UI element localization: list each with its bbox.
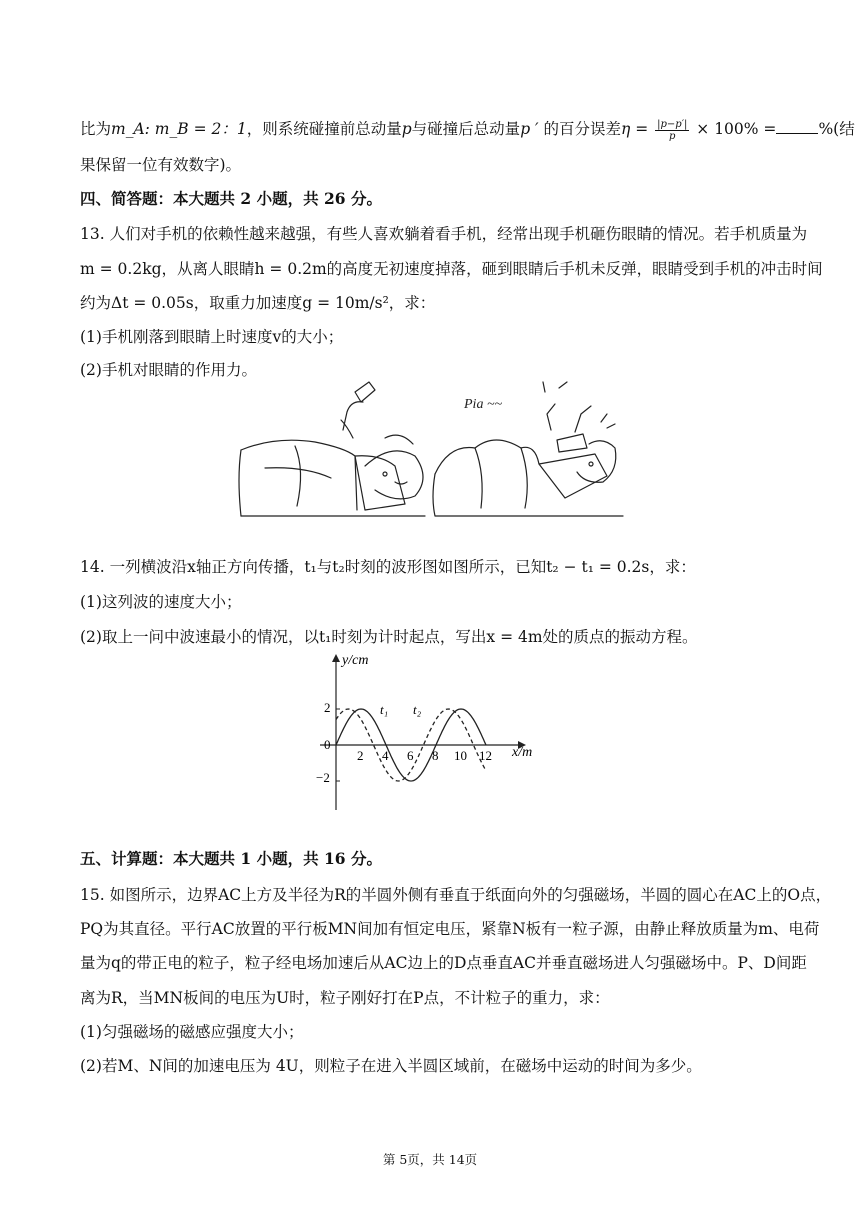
answer-blank[interactable] (776, 119, 818, 134)
q13-part2: (2)手机对眼睛的作用力。 (80, 361, 257, 379)
series-label-t2: t₂ (413, 702, 422, 717)
symbol-eta: η = (621, 120, 649, 138)
y-tick-label-2: 2 (324, 700, 331, 715)
x-axis-label: x/m (512, 745, 533, 760)
text: %(结 (818, 120, 855, 138)
q15-part2: (2)若M、N间的加速电压为 4U，则粒子在进入半圆区域前，在磁场中运动的时间为多少。 (80, 1057, 702, 1075)
symbol-p-prime: p ′ (520, 120, 539, 138)
symbol-p: p (401, 120, 412, 138)
x-tick-label: 12 (479, 748, 492, 763)
q13-part1: (1)手机刚落到眼睛上时速度v的大小； (80, 328, 344, 346)
q13-line2: m = 0.2kg，从离人眼睛h = 0.2m的高度无初速度掉落，砸到眼睛后手机未反弹，眼睛受到手机的冲击时间 (80, 260, 823, 278)
x-tick-label: 6 (407, 748, 414, 763)
y-tick-label-neg2: −2 (316, 770, 330, 785)
q13-line3: 约为Δt = 0.05s，取重力加速度g = 10m/s²，求： (80, 294, 436, 312)
q15-line2: PQ为其直径。平行AC放置的平行板MN间加有恒定电压，紧靠N板有一粒子源，由静止释放质量为m、电荷 (80, 920, 820, 938)
phone-drop-illustration (235, 378, 625, 524)
page-footer: 第 5页，共 14页 (382, 1152, 478, 1167)
text: 的百分误差 (538, 120, 621, 138)
error-fraction (655, 119, 689, 142)
mass-ratio: m_A: m_B = 2：1 (111, 120, 247, 138)
x-tick-label: 8 (432, 748, 439, 763)
x-tick-label: 2 (357, 748, 364, 763)
series-label-t1: t₁ (380, 702, 389, 717)
section-4-heading: 四、简答题：本大题共 2 小题，共 26 分。 (80, 189, 382, 208)
q14-line1: 14. 一列横波沿x轴正方向传播，t₁与t₂时刻的波形图如图所示，已知t₂ − t₁ = 0.2s，求： (80, 558, 696, 576)
text: 与碰撞后总动量 (411, 120, 521, 138)
wave-chart (300, 646, 540, 816)
text: × 100% = (696, 120, 777, 138)
q14-part2: (2)取上一问中波速最小的情况，以t₁时刻为计时起点，写出x = 4m处的质点的振动方程。 (80, 628, 698, 646)
q14-part1: (1)这列波的速度大小； (80, 593, 242, 611)
q12-tail-line1 (80, 118, 855, 142)
section-5-heading: 五、计算题：本大题共 1 小题，共 16 分。 (80, 849, 382, 868)
fraction-numerator: |p−p′| (657, 118, 688, 130)
text: 比为 (80, 120, 112, 138)
y-tick-label-0: 0 (324, 737, 331, 752)
fraction-denominator: p (669, 130, 676, 142)
pia-caption: Pia ~~ (464, 397, 503, 412)
q15-line1: 15. 如图所示，边界AC上方及半径为R的半圆外侧有垂直于纸面向外的匀强磁场，半圆的圆心在AC上的O点， (80, 886, 832, 904)
text: ，则系统碰撞前总动量 (246, 120, 402, 138)
q12-tail-line2: 果保留一位有效数字)。 (80, 156, 242, 174)
q15-line4: 离为R，当MN板间的电压为U时，粒子刚好打在P点，不计粒子的重力，求： (80, 989, 610, 1007)
x-tick-label: 4 (382, 748, 389, 763)
x-tick-label: 10 (454, 748, 467, 763)
q13-line1: 13. 人们对手机的依赖性越来越强，有些人喜欢躺着看手机，经常出现手机砸伤眼睛的情况。若手机质量为 (80, 225, 808, 243)
y-axis-arrow (332, 654, 340, 662)
y-axis-label: y/cm (342, 653, 369, 668)
q15-part1: (1)匀强磁场的磁感应强度大小； (80, 1023, 304, 1041)
q15-line3: 量为q的带正电的粒子，粒子经电场加速后从AC边上的D点垂直AC并垂直磁场进人匀强磁场中。P、D间距 (80, 954, 807, 972)
